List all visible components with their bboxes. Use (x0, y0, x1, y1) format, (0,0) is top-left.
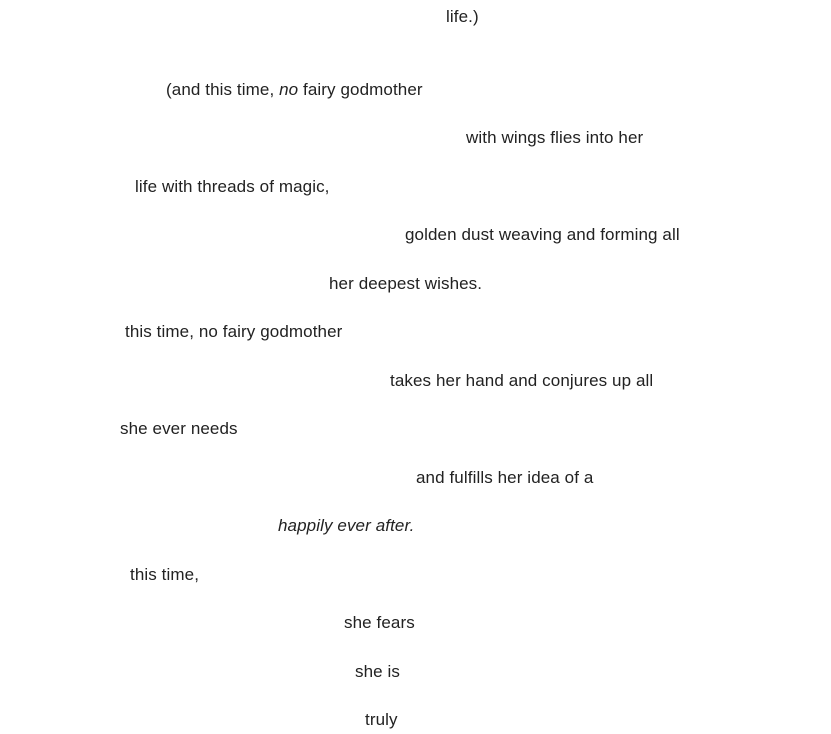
poem-line: and fulfills her idea of a (416, 468, 594, 487)
poem-line: truly (365, 710, 398, 729)
poem-line: she fears (344, 613, 415, 632)
emphasized-word: no (279, 80, 299, 99)
poem-line: golden dust weaving and forming all (405, 225, 680, 244)
poem-line: life.) (446, 7, 479, 26)
poem-line: she is (355, 662, 401, 681)
poem-line: her deepest wishes. (329, 274, 483, 293)
poem-line: takes her hand and conjures up all (390, 371, 654, 390)
poem-line (166, 80, 423, 100)
poem-line: this time, no fairy godmother (125, 322, 343, 341)
poem-line: she ever needs (120, 419, 238, 438)
poem-line-text: (and this time, (166, 80, 280, 99)
poem-line-text: fairy godmother (298, 80, 423, 99)
poem-line: life with threads of magic, (135, 177, 330, 196)
poem-line-italic: happily ever after. (278, 516, 415, 535)
poem-line: this time, (130, 565, 200, 584)
poem-line: with wings flies into her (466, 128, 644, 147)
